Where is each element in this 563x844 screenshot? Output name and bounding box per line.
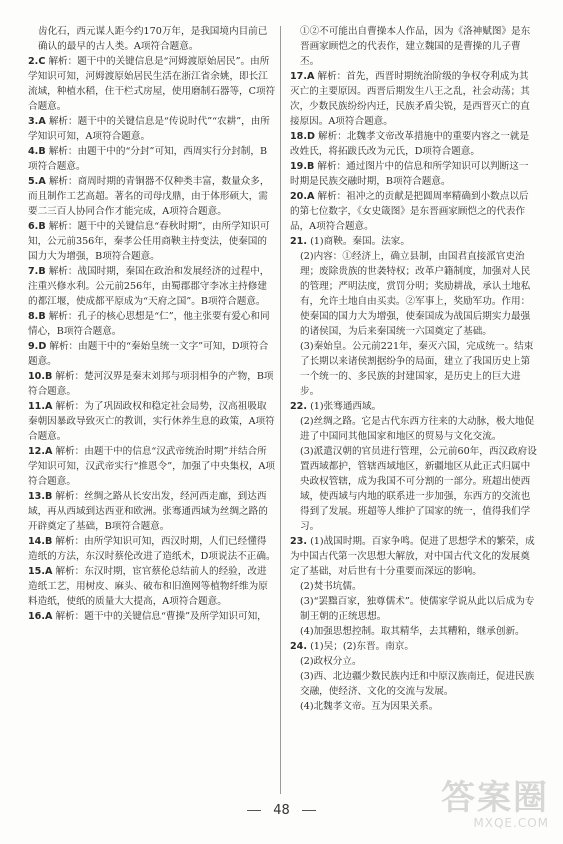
answer-text: (3)“罢黜百家，独尊儒术”。使儒家学说从此以后成为专制王朝的正统思想。 — [300, 596, 535, 622]
answer-text: 解析：丝绸之路从长安出发，经河西走廊，到达西域，再从西域到达西亚和欧洲。张骞通西域为丝绸之路的开辟奠定了基础，B项符合题意。 — [28, 491, 268, 532]
question-number: 5.A — [28, 176, 46, 187]
answer-entry — [28, 369, 276, 399]
question-number: 18.D — [290, 131, 315, 142]
right-column — [290, 24, 538, 714]
answer-text: 解析：北魏孝文帝改革措施中的重要内容之一就是改姓氏，将拓跋氏改为元氏，D项符合题意。 — [290, 131, 530, 157]
question-number: 9.D — [28, 341, 47, 352]
answer-text: (4)加强思想控制。取其精华，去其糟粕，继承创新。 — [300, 626, 525, 637]
site-watermark — [399, 780, 549, 832]
answer-entry — [290, 129, 538, 159]
answer-text: (1)商鞅。秦国。法家。 — [310, 236, 410, 247]
answer-entry — [290, 579, 538, 594]
answer-text: 解析：战国时期，秦国在政治和发展经济的过程中，注重兴修水利。公元前256年，由蜀郡郡守李冰主持修建的都江堰，使成都平原成为“天府之国”。B项符合题意。 — [28, 266, 270, 307]
column-divider — [280, 26, 281, 794]
question-number: 17.A — [290, 71, 315, 82]
answer-text: (2)内容：①经济上，确立县制，由国君直接派官吏治理；废除贵族的世袭特权；改革户籍制度，加强对人民的管理；严明法度，赏罚分明；奖励耕战，承认土地私有，允许土地自由买卖。②军事上，奖励军功。作用：使秦国的国力大为增强，使秦国成为战国后期实力最强的诸侯国，为后来秦国统一六国奠定了基础。 — [300, 251, 531, 337]
answer-text: (3)派遣汉朝的官员进行管理，公元前60年，西汉政府设置西域都护，管辖西域地区，新疆地区从此正式归属中央政权管辖，成为我国不可分割的一部分。班超出使西域，使西域与内地的联系进一步加强，东西方的交流也得到了发展。班超等人维护了国家的统一，值得我们学习。 — [300, 446, 537, 532]
question-number: 15.A — [28, 566, 53, 577]
question-number: 13.B — [28, 491, 53, 502]
answer-entry — [290, 399, 538, 414]
question-number: 20.A — [290, 191, 315, 202]
answer-entry — [28, 264, 276, 309]
question-number: 19.B — [290, 161, 315, 172]
answer-entry — [28, 339, 276, 369]
answer-entry — [290, 654, 538, 669]
answer-text: 解析：题干中的关键信息“曹操”及所学知识可知， — [55, 611, 267, 622]
answer-text: 解析：题干中的关键信息是“河姆渡原始居民”。由所学知识可知，河姆渡原始居民生活在浙江省余姚，即长江流域，种植水稻，住干栏式房屋，使用磨制石器等，C项符合题意。 — [28, 56, 276, 112]
question-number: 21. — [290, 236, 307, 247]
answer-entry — [290, 249, 538, 339]
answer-text: (1)张骞通西域。 — [310, 401, 382, 412]
answer-entry — [290, 534, 538, 579]
answer-entry — [28, 219, 276, 264]
answer-text: (1)吴；(2)东晋。南京。 — [310, 641, 414, 652]
answer-text: 解析：为了巩固政权和稳定社会局势，汉高祖吸取秦朝因暴政导致灭亡的教训，实行休养生息的政策，A项符合题意。 — [28, 401, 275, 442]
answer-entry — [290, 189, 538, 234]
answer-entry — [28, 114, 276, 144]
question-number: 23. — [290, 536, 307, 547]
question-number: 3.A — [28, 116, 46, 127]
question-number: 24. — [290, 641, 307, 652]
answer-text: 解析：楚河汉界是秦末刘邦与项羽相争的产物，B项符合题意。 — [28, 371, 274, 397]
answer-text: (3)秦始皇。公元前221年，秦灭六国，完成统一。结束了长期以来诸侯割据纷争的局面，建立了我国历史上第一个统一的、多民族的封建国家，是历史上的巨大进步。 — [300, 341, 534, 397]
answer-text: 齿化石，西元谋人距今约170万年，是我国境内目前已确认的最早的古人类。A项符合题意。 — [38, 26, 268, 52]
left-column — [28, 24, 276, 624]
answer-text: 解析：东汉时期，宦官蔡伦总结前人的经验，改进造纸工艺，用树皮、麻头、破布和旧渔网等植物纤维为原料造纸，使纸的质量大大提高，A项符合题意。 — [28, 566, 268, 607]
question-number: 2.C — [28, 56, 46, 67]
answer-entry — [290, 414, 538, 444]
page-number: 48 — [273, 803, 290, 818]
answer-entry — [28, 534, 276, 564]
answer-entry — [28, 174, 276, 219]
answer-entry — [290, 669, 538, 699]
answer-entry — [290, 594, 538, 624]
answer-text: (4)北魏孝文帝。互为因果关系。 — [300, 701, 439, 712]
answer-text: ①②不可能出自曹操本人作品，因为《洛神赋图》是东晋画家顾恺之的代表作，建立魏国的是曹操的儿子曹丕。 — [300, 26, 531, 67]
answer-entry — [28, 24, 276, 54]
answer-text: 解析：商周时期的青铜器不仅种类丰富，数量众多，而且制作工艺高超。著名的司母戊鼎，由于体形硕大，需要二三百人协同合作才能完成，A项符合题意。 — [28, 176, 270, 217]
answer-entry — [28, 144, 276, 174]
question-number: 12.A — [28, 446, 53, 457]
question-number: 14.B — [28, 536, 53, 547]
answer-entry — [28, 489, 276, 534]
answer-entry — [290, 24, 538, 69]
answer-entry — [28, 54, 276, 114]
answer-text: 解析：题干中的关键信息“春秋时期”，由所学知识可知，公元前356年，秦孝公任用商鞅主持变法，使秦国的国力大为增强，B项符合题意。 — [28, 221, 270, 262]
answer-entry — [28, 444, 276, 489]
answer-text: (2)政权分立。 — [300, 656, 362, 667]
answer-text: (2)焚书坑儒。 — [300, 581, 362, 592]
answer-text: 解析：通过图片中的信息和所学知识可以判断这一时期是民族交融时期，B项符合题意。 — [290, 161, 529, 187]
watermark-url: MXQE.COM — [473, 816, 549, 830]
answer-entry — [290, 699, 538, 714]
answer-entry — [28, 609, 276, 624]
answer-text: (2)丝绸之路。它是古代东西方往来的大动脉，极大地促进了中国同其他国家和地区的贸易与文化交流。 — [300, 416, 535, 442]
question-number: 16.A — [28, 611, 53, 622]
answer-entry — [28, 399, 276, 444]
answer-entry — [28, 309, 276, 339]
answer-entry — [290, 69, 538, 129]
question-number: 4.B — [28, 146, 46, 157]
question-number: 10.B — [28, 371, 53, 382]
answer-entry — [290, 624, 538, 639]
answer-text: 解析：由题干中的信息“汉武帝统治时期”并结合所学知识可知，汉武帝实行“推恩令”，加强了中央集权，A项符合题意。 — [28, 446, 275, 487]
answer-entry — [290, 444, 538, 534]
answer-text: 解析：题干中的关键信息是“传说时代”“农耕”，由所学知识可知，A项符合题意。 — [28, 116, 270, 142]
answer-entry — [290, 639, 538, 654]
answer-text: (1)战国时期。百家争鸣。促进了思想学术的繁荣，成为中国古代第一次思想大解放，对中国古代文化的发展奠定了基础，对后世有十分重要而深远的影响。 — [290, 536, 535, 577]
question-number: 7.B — [28, 266, 46, 277]
answer-text: 解析：孔子的核心思想是“仁”，他主张要有爱心和同情心，B项符合题意。 — [28, 311, 270, 337]
footer-dash-right — [302, 810, 316, 811]
answer-entry — [28, 564, 276, 609]
answer-text: 解析：由题干中的“秦始皇统一文字”可知，D项符合题意。 — [28, 341, 269, 367]
answer-entry — [290, 159, 538, 189]
answer-text: 解析：由所学知识可知，西汉时期，人们已经懂得造纸的方法，东汉时蔡伦改进了造纸术，D项说法不正确。 — [28, 536, 276, 562]
footer-dash-left — [247, 810, 261, 811]
answer-text: 解析：由题干中的“分封”可知，西周实行分封制，B项符合题意。 — [28, 146, 268, 172]
answer-entry — [290, 339, 538, 399]
answer-text: 解析：首先，西晋时期统治阶级的争权夺利成为其灭亡的主要原因。西晋后期发生八王之乱，社会动荡；其次，少数民族纷纷内迁，民族矛盾尖锐，是西晋灭亡的直接原因。A项符合题意。 — [290, 71, 530, 127]
answer-text: 解析：祖冲之的贡献是把圆周率精确到小数点以后的第七位数字，《女史箴图》是东晋画家顾恺之的代表作品，A项符合题意。 — [290, 191, 529, 232]
answer-text: (3)西、北边疆少数民族内迁和中原汉族南迁，促进民族交融，使经济、文化的交流与发展。 — [300, 671, 535, 697]
question-number: 8.B — [28, 311, 46, 322]
question-number: 22. — [290, 401, 307, 412]
watermark-logo-text: 答案圈 — [441, 778, 549, 818]
answer-entry — [290, 234, 538, 249]
question-number: 11.A — [28, 401, 53, 412]
question-number: 6.B — [28, 221, 46, 232]
